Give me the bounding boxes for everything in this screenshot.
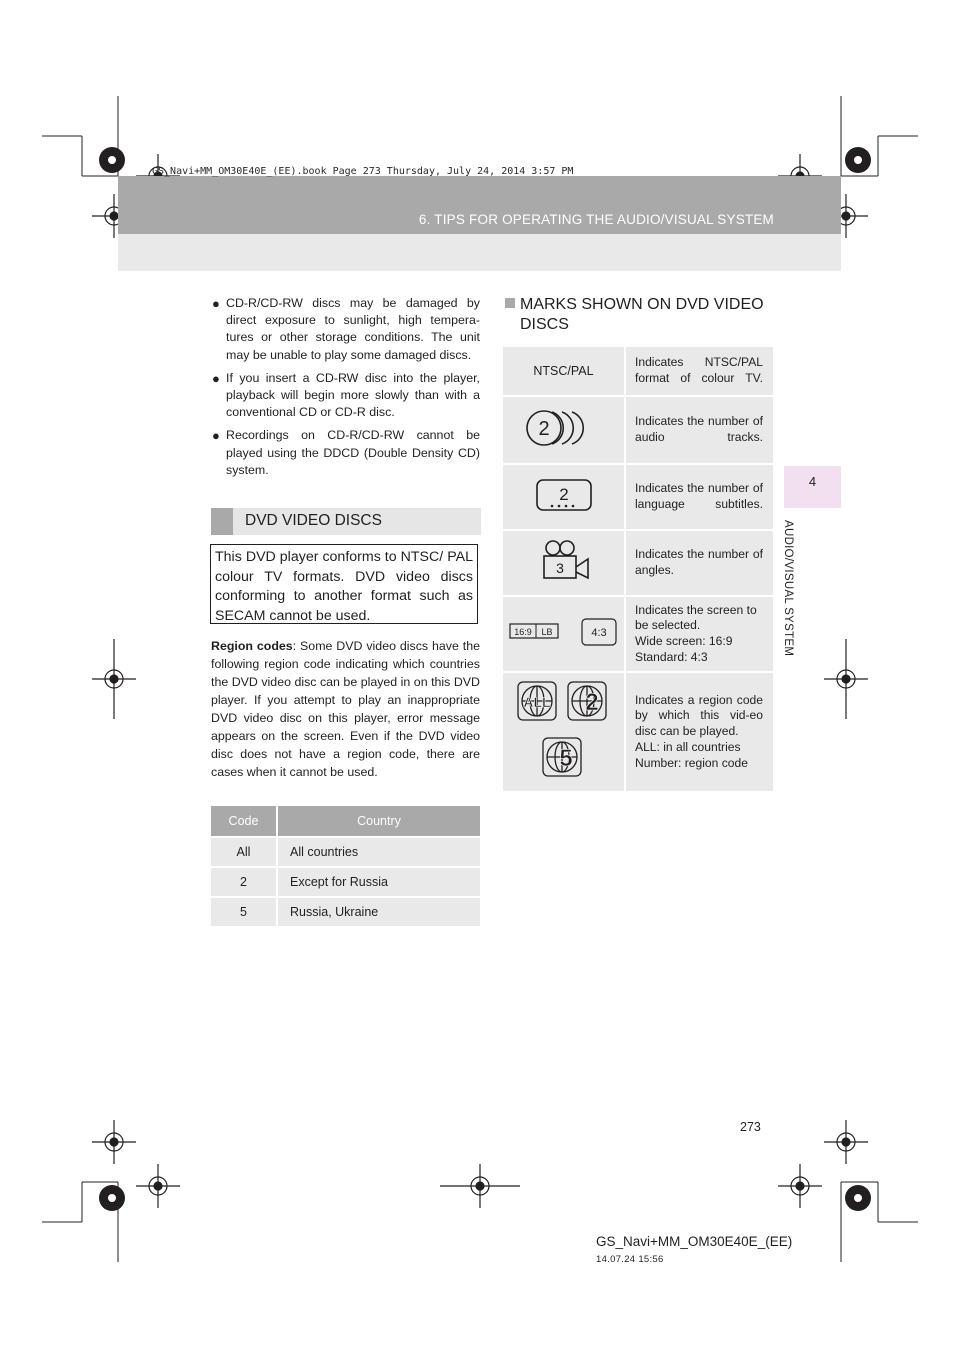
- list-item: ● Recordings on CD-R/CD-RW cannot be played using the DDCD (Double Density CD) system.: [212, 428, 480, 477]
- mark-description-all: ALL: in all countries: [635, 739, 741, 754]
- wide-label: 16:9: [513, 626, 532, 637]
- column-header-code: Code: [211, 806, 278, 836]
- column-header-country: Country: [278, 806, 480, 836]
- chapter-number: 4: [808, 474, 817, 489]
- list-item: ● CD-R/CD-RW discs may be damaged by direct exposure to sunlight, high tempera-tures or other storage conditions. The unit may be unable to play some damaged discs.: [212, 296, 480, 362]
- mark-description: Indicates a region code by which this vid-eo disc can be played.: [635, 692, 763, 739]
- page-number: 273: [740, 1120, 761, 1134]
- marks-table: [503, 347, 773, 793]
- ntsc-pal-symbol: [503, 347, 626, 397]
- region-2-label: 2: [584, 688, 599, 716]
- doc-date: 14.07.24 15:56: [596, 1254, 664, 1265]
- cell-code: All: [211, 836, 278, 866]
- subtitles-count: 2: [558, 484, 569, 504]
- audio-tracks-count: 2: [537, 417, 550, 440]
- subtitles-icon: [534, 475, 594, 515]
- angles-count: 3: [555, 559, 564, 576]
- standard-label: 4:3: [590, 626, 607, 639]
- mark-description-number: Number: region code: [635, 755, 748, 770]
- heading-square-icon: [505, 298, 515, 308]
- doc-code: GS_Navi+MM_OM30E40E_(EE): [596, 1234, 793, 1249]
- bullet-icon: ●: [212, 428, 220, 444]
- screen-format-icon: [508, 614, 620, 650]
- table-row: [503, 465, 773, 531]
- mark-description: Indicates the number of language subtitles.: [626, 465, 773, 531]
- cell-code: 5: [211, 896, 278, 926]
- table-row: [503, 347, 773, 397]
- angles-camera-icon: [534, 539, 594, 583]
- dvd-heading-text: DVD VIDEO DISCS: [245, 512, 382, 529]
- table-row: [211, 896, 480, 926]
- mark-description: Indicates NTSC/PAL format of colour TV.: [626, 347, 773, 397]
- chapter-label-text: AUDIO/VISUAL SYSTEM: [782, 520, 794, 657]
- chapter-label: [782, 520, 802, 670]
- book-info: GS_Navi+MM_OM30E40E_(EE).book Page 273 Thursday, July 24, 2014 3:57 PM: [152, 166, 574, 177]
- region-codes-paragraph: [211, 637, 480, 781]
- conform-text: This DVD player conforms to NTSC/ PAL colour TV formats. DVD video discs conforming to another format such as SECAM cannot be used.: [215, 549, 473, 624]
- cell-country: Russia, Ukraine: [278, 896, 480, 926]
- list-item: ● If you insert a CD-RW disc into the player, playback will begin more slowly than with a conventional CD or CD-R disc.: [212, 370, 480, 420]
- table-row: [503, 531, 773, 597]
- region-globe-icon: [514, 678, 614, 782]
- conform-box: [210, 544, 478, 624]
- mark-description-wide: Wide screen: 16:9: [635, 634, 733, 648]
- mark-description: Indicates the screen to be selected.: [635, 602, 757, 633]
- region-table: [211, 806, 480, 926]
- cell-code: 2: [211, 866, 278, 896]
- heading-tab: [211, 508, 233, 535]
- marks-heading-text: MARKS SHOWN ON DVD VIDEO DISCS: [520, 296, 764, 333]
- table-row: [211, 836, 480, 866]
- audio-tracks-icon: [524, 406, 604, 450]
- table-row: [211, 866, 480, 896]
- dvd-heading: [211, 508, 481, 535]
- cell-country: All countries: [278, 836, 480, 866]
- table-header-row: [211, 806, 480, 836]
- section-title: 6. TIPS FOR OPERATING THE AUDIO/VISUAL SYSTEM: [418, 212, 774, 227]
- region-label: Region codes: [211, 639, 293, 653]
- lb-label: LB: [540, 626, 553, 637]
- region-body: : Some DVD video discs have the following region code indicating which countries the DVD video disc can be played in on this DVD player. If you attempt to play an inappropriate DVD video disc on this player, error message appears on the screen. Even if the DVD video disc does not have a region code, there are cases when it cannot be used.: [211, 639, 480, 779]
- bullet-icon: ●: [212, 370, 220, 386]
- mark-description: Indicates the number of angles.: [626, 531, 773, 597]
- table-row: [503, 397, 773, 465]
- cell-country: Except for Russia: [278, 866, 480, 896]
- bullet-icon: ●: [212, 296, 220, 311]
- table-row: [503, 597, 773, 673]
- table-row: [503, 673, 773, 793]
- ntsc-pal-label: NTSC/PAL: [533, 364, 594, 378]
- cd-notes: [212, 295, 480, 485]
- mark-description: Indicates the number of audio tracks.: [626, 397, 773, 465]
- region-all-label: ALL: [522, 693, 551, 710]
- region-5-label: 5: [558, 744, 573, 772]
- mark-description-standard: Standard: 4:3: [635, 649, 708, 664]
